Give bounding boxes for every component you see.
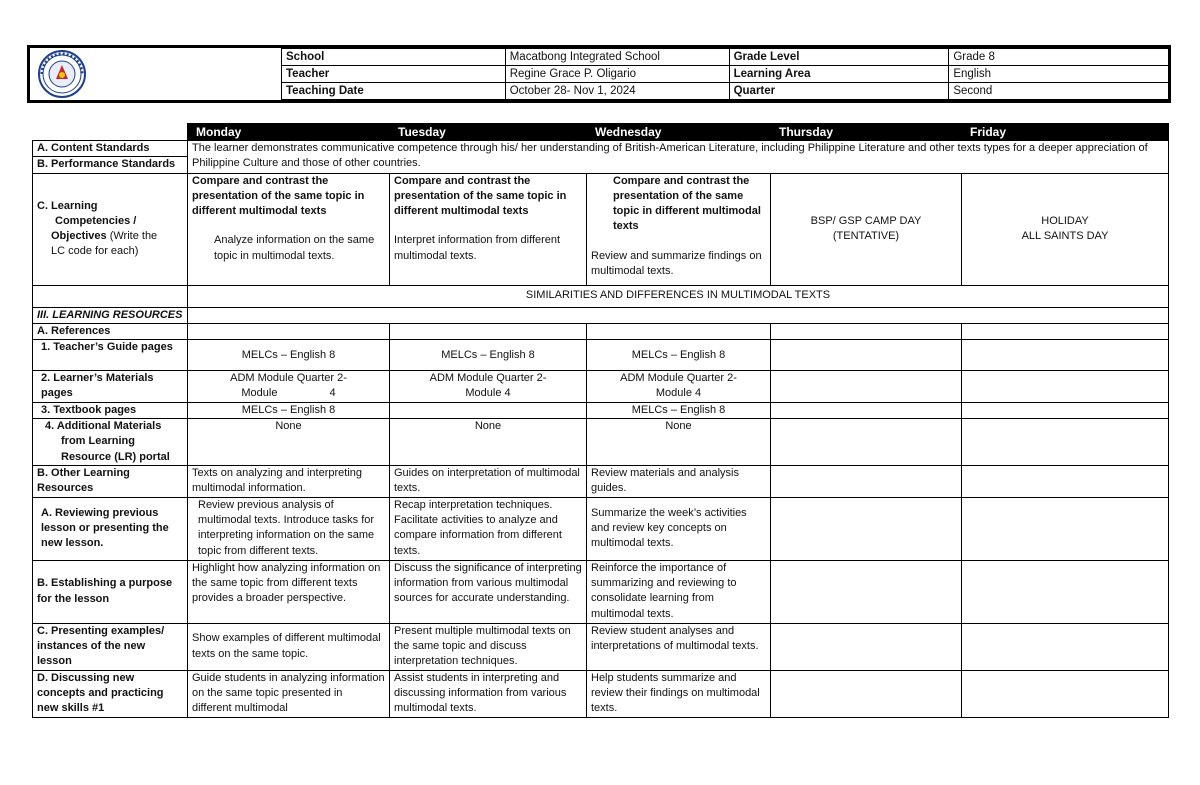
learners-materials-friday — [962, 371, 1169, 403]
content-standards-label: A. Content Standards — [33, 141, 188, 157]
competency-thursday: BSP/ GSP CAMP DAY (TENTATIVE) — [771, 173, 962, 285]
content-standards-text: The learner demonstrates communicative competence through his/ her understanding of British-American Literature, including Philippine Literature and other texts types for a deeper appreciation of Philippine Culture and those of other countries. — [188, 141, 1169, 174]
quarter-label: Quarter — [729, 83, 949, 100]
competency-tuesday: Compare and contrast the presentation of the same topic in different multimodal texts Interpret information from different multimodal texts. — [390, 173, 587, 285]
day-tuesday: Tuesday — [390, 124, 587, 141]
competencies-label: C. Learning Competencies / Objectives (Write the LC code for each) — [33, 173, 188, 285]
other-resources-thursday — [771, 466, 962, 498]
other-resources-label: B. Other Learning Resources — [33, 466, 188, 498]
learners-materials-wednesday: ADM Module Quarter 2- Module 4 — [587, 371, 771, 403]
grade-level-label: Grade Level — [729, 49, 949, 66]
reviewing-label: A. Reviewing previous lesson or presenting the new lesson. — [33, 497, 188, 560]
discussing-label: D. Discussing new concepts and practicing new skills #1 — [33, 670, 188, 717]
quarter-value: Second — [949, 83, 1170, 100]
discussing-friday — [962, 670, 1169, 717]
learners-materials-label: 2. Learner’s Materials pages — [33, 371, 188, 403]
other-resources-friday — [962, 466, 1169, 498]
day-header-blank — [33, 124, 188, 141]
learning-area-label: Learning Area — [729, 66, 949, 83]
additional-materials-label: 4. Additional Materials from Learning Resource (LR) portal — [33, 419, 188, 466]
other-resources-monday: Texts on analyzing and interpreting multimodal information. — [188, 466, 390, 498]
teachers-guide-label: 1. Teacher’s Guide pages — [33, 340, 188, 371]
textbook-pages-friday — [962, 402, 1169, 418]
learning-resources-title: III. LEARNING RESOURCES — [33, 307, 188, 323]
textbook-pages-wednesday: MELCs – English 8 — [587, 402, 771, 418]
reviewing-friday — [962, 497, 1169, 560]
day-thursday: Thursday — [771, 124, 962, 141]
teaching-date-label: Teaching Date — [282, 83, 506, 100]
additional-materials-thursday — [771, 419, 962, 466]
examples-label: C. Presenting examples/ instances of the new lesson — [33, 623, 188, 670]
examples-monday: Show examples of different multimodal texts on the same topic. — [188, 623, 390, 670]
examples-thursday — [771, 623, 962, 670]
competency-friday: HOLIDAY ALL SAINTS DAY — [962, 173, 1169, 285]
reviewing-tuesday: Recap interpretation techniques. Facilitate activities to analyze and compare information from different texts. — [390, 497, 587, 560]
textbook-pages-tuesday — [390, 402, 587, 418]
teachers-guide-thursday — [771, 340, 962, 371]
competency-wednesday: Compare and contrast the presentation of the same topic in different multimodal texts Review and summarize findings on multimodal texts. — [587, 173, 771, 285]
discussing-monday: Guide students in analyzing information on the same topic presented in different multimodal — [188, 670, 390, 717]
additional-materials-tuesday: None — [390, 419, 587, 466]
textbook-pages-label: 3. Textbook pages — [33, 402, 188, 418]
reviewing-wednesday: Summarize the week’s activities and review key concepts on multimodal texts. — [587, 497, 771, 560]
other-resources-tuesday: Guides on interpretation of multimodal texts. — [390, 466, 587, 498]
school-value: Macatbong Integrated School — [505, 49, 729, 66]
grade-level-value: Grade 8 — [949, 49, 1170, 66]
references-friday — [962, 323, 1169, 339]
learning-resources-blank — [188, 307, 1169, 323]
other-resources-wednesday: Review materials and analysis guides. — [587, 466, 771, 498]
purpose-wednesday: Reinforce the importance of summarizing and reviewing to consolidate learning from multimodal texts. — [587, 560, 771, 623]
discussing-wednesday: Help students summarize and review their findings on multimodal texts. — [587, 670, 771, 717]
additional-materials-friday — [962, 419, 1169, 466]
teachers-guide-tuesday: MELCs – English 8 — [390, 340, 587, 371]
references-label: A. References — [33, 323, 188, 339]
discussing-thursday — [771, 670, 962, 717]
learners-materials-tuesday: ADM Module Quarter 2- Module 4 — [390, 371, 587, 403]
lesson-topic: SIMILARITIES AND DIFFERENCES IN MULTIMODAL TEXTS — [188, 285, 1169, 307]
day-header-row — [33, 124, 1169, 141]
topic-label-blank — [33, 285, 188, 307]
teachers-guide-monday: MELCs – English 8 — [188, 340, 390, 371]
teacher-value: Regine Grace P. Oligario — [505, 66, 729, 83]
day-friday: Friday — [962, 124, 1169, 141]
deped-seal-icon — [34, 49, 90, 99]
textbook-pages-monday: MELCs – English 8 — [188, 402, 390, 418]
performance-standards-label: B. Performance Standards — [33, 157, 188, 173]
teachers-guide-wednesday: MELCs – English 8 — [587, 340, 771, 371]
additional-materials-monday: None — [188, 419, 390, 466]
learners-materials-monday: ADM Module Quarter 2- Module 4 — [188, 371, 390, 403]
lesson-plan-table — [32, 123, 1169, 718]
teachers-guide-friday — [962, 340, 1169, 371]
purpose-friday — [962, 560, 1169, 623]
additional-materials-wednesday: None — [587, 419, 771, 466]
reviewing-monday: Review previous analysis of multimodal texts. Introduce tasks for interpreting information on the same topic from different texts. — [188, 497, 390, 560]
learners-materials-thursday — [771, 371, 962, 403]
reviewing-thursday — [771, 497, 962, 560]
day-monday: Monday — [188, 124, 390, 141]
school-info-table — [281, 48, 1170, 100]
references-wednesday — [587, 323, 771, 339]
teacher-label: Teacher — [282, 66, 506, 83]
day-wednesday: Wednesday — [587, 124, 771, 141]
textbook-pages-thursday — [771, 402, 962, 418]
purpose-label: B. Establishing a purpose for the lesson — [33, 560, 188, 623]
references-monday — [188, 323, 390, 339]
examples-wednesday: Review student analyses and interpretations of multimodal texts. — [587, 623, 771, 670]
purpose-tuesday: Discuss the significance of interpreting information from various multimodal sources for accurate understanding. — [390, 560, 587, 623]
discussing-tuesday: Assist students in interpreting and discussing information from various multimodal texts. — [390, 670, 587, 717]
learning-area-value: English — [949, 66, 1170, 83]
teaching-date-value: October 28- Nov 1, 2024 — [505, 83, 729, 100]
examples-tuesday: Present multiple multimodal texts on the same topic and discuss interpretation techniques. — [390, 623, 587, 670]
purpose-thursday — [771, 560, 962, 623]
references-thursday — [771, 323, 962, 339]
school-label: School — [282, 49, 506, 66]
references-tuesday — [390, 323, 587, 339]
purpose-monday: Highlight how analyzing information on the same topic from different texts provides a broader perspective. — [188, 560, 390, 623]
competency-monday: Compare and contrast the presentation of the same topic in different multimodal texts Analyze information on the same topic in multimodal texts. — [188, 173, 390, 285]
examples-friday — [962, 623, 1169, 670]
